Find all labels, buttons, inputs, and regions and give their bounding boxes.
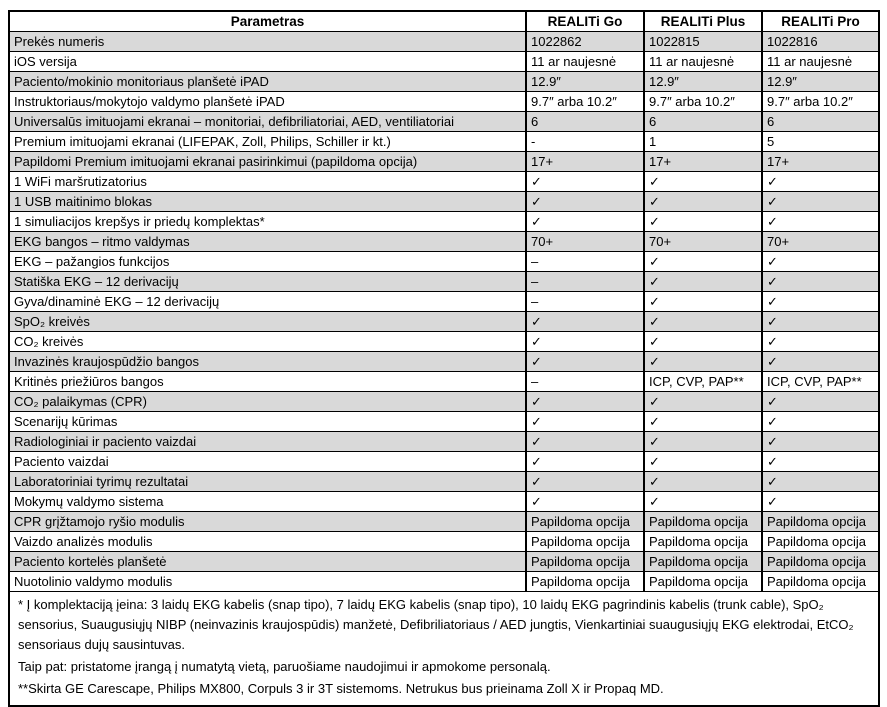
value-cell: ✓ <box>644 192 762 212</box>
column-header-realiti-go: REALITi Go <box>526 11 644 32</box>
table-row <box>9 52 879 72</box>
value-cell: ✓ <box>644 492 762 512</box>
column-header-parametras: Parametras <box>9 11 526 32</box>
value-cell: 1022815 <box>644 32 762 52</box>
value-cell: ✓ <box>644 332 762 352</box>
param-cell: SpO₂ kreivės <box>9 312 526 332</box>
value-cell: 6 <box>644 112 762 132</box>
value-cell: ✓ <box>644 252 762 272</box>
value-cell: ✓ <box>644 392 762 412</box>
table-row <box>9 132 879 152</box>
value-cell: – <box>526 372 644 392</box>
value-cell: 17+ <box>644 152 762 172</box>
value-cell: ✓ <box>644 272 762 292</box>
table-row <box>9 412 879 432</box>
value-cell: ✓ <box>762 272 879 292</box>
param-cell: Paciento kortelės planšetė <box>9 552 526 572</box>
value-cell: Papildoma opcija <box>526 512 644 532</box>
value-cell: 12.9″ <box>762 72 879 92</box>
value-cell: ✓ <box>526 452 644 472</box>
value-cell: – <box>526 272 644 292</box>
table-row <box>9 392 879 412</box>
value-cell: 70+ <box>762 232 879 252</box>
table-row <box>9 492 879 512</box>
value-cell: ✓ <box>526 172 644 192</box>
param-cell: Invazinės kraujospūdžio bangos <box>9 352 526 372</box>
value-cell: 1022862 <box>526 32 644 52</box>
param-cell: Kritinės priežiūros bangos <box>9 372 526 392</box>
column-header-realiti-pro: REALITi Pro <box>762 11 879 32</box>
value-cell: 6 <box>526 112 644 132</box>
value-cell: Papildoma opcija <box>762 572 879 592</box>
value-cell: - <box>526 132 644 152</box>
param-cell: Laboratoriniai tyrimų rezultatai <box>9 472 526 492</box>
value-cell: ✓ <box>526 312 644 332</box>
table-row <box>9 172 879 192</box>
value-cell: Papildoma opcija <box>762 552 879 572</box>
table-row <box>9 112 879 132</box>
value-cell: ✓ <box>526 332 644 352</box>
table-row <box>9 292 879 312</box>
value-cell: – <box>526 252 644 272</box>
value-cell: ✓ <box>644 212 762 232</box>
table-row <box>9 192 879 212</box>
value-cell: ICP, CVP, PAP** <box>644 372 762 392</box>
footnote-delivery: Taip pat: pristatome įrangą į numatytą vietą, paruošiame naudojimui ir apmokome personalą. <box>18 659 551 674</box>
table-row <box>9 272 879 292</box>
value-cell: 9.7″ arba 10.2″ <box>644 92 762 112</box>
value-cell: ✓ <box>762 312 879 332</box>
value-cell: ✓ <box>762 212 879 232</box>
value-cell: ✓ <box>526 432 644 452</box>
param-cell: Gyva/dinaminė EKG – 12 derivacijų <box>9 292 526 312</box>
table-row <box>9 472 879 492</box>
table-row <box>9 152 879 172</box>
value-cell: ✓ <box>762 192 879 212</box>
value-cell: ✓ <box>762 252 879 272</box>
param-cell: Vaizdo analizės modulis <box>9 532 526 552</box>
value-cell: ✓ <box>762 412 879 432</box>
table-row <box>9 432 879 452</box>
value-cell: ✓ <box>644 412 762 432</box>
value-cell: 17+ <box>762 152 879 172</box>
param-cell: iOS versija <box>9 52 526 72</box>
value-cell: 9.7″ arba 10.2″ <box>762 92 879 112</box>
value-cell: ✓ <box>644 172 762 192</box>
param-cell: Paciento/mokinio monitoriaus planšetė iPAD <box>9 72 526 92</box>
param-cell: Scenarijų kūrimas <box>9 412 526 432</box>
table-row <box>9 352 879 372</box>
param-cell: Radiologiniai ir paciento vaizdai <box>9 432 526 452</box>
value-cell: Papildoma opcija <box>644 572 762 592</box>
param-cell: 1 WiFi maršrutizatorius <box>9 172 526 192</box>
value-cell: ✓ <box>526 392 644 412</box>
table-row <box>9 372 879 392</box>
value-cell: 11 ar naujesnė <box>526 52 644 72</box>
value-cell: 70+ <box>644 232 762 252</box>
param-cell: Statiška EKG – 12 derivacijų <box>9 272 526 292</box>
param-cell: CPR grįžtamojo ryšio modulis <box>9 512 526 532</box>
value-cell: 11 ar naujesnė <box>644 52 762 72</box>
param-cell: CO₂ palaikymas (CPR) <box>9 392 526 412</box>
value-cell: ✓ <box>644 312 762 332</box>
value-cell: Papildoma opcija <box>644 552 762 572</box>
table-row <box>9 572 879 592</box>
value-cell: ✓ <box>762 172 879 192</box>
table-row <box>9 552 879 572</box>
value-cell: Papildoma opcija <box>526 552 644 572</box>
footnote-compatibility: **Skirta GE Carescape, Philips MX800, Corpuls 3 ir 3T sistemoms. Netrukus bus prieinama Zoll X ir Propaq MD. <box>18 681 664 696</box>
value-cell: ✓ <box>762 472 879 492</box>
value-cell: ✓ <box>762 292 879 312</box>
value-cell: ✓ <box>526 352 644 372</box>
column-header-realiti-plus: REALITi Plus <box>644 11 762 32</box>
value-cell: ✓ <box>644 352 762 372</box>
table-row <box>9 332 879 352</box>
table-row <box>9 232 879 252</box>
param-cell: Papildomi Premium imituojami ekranai pasirinkimui (papildoma opcija) <box>9 152 526 172</box>
value-cell: ✓ <box>644 432 762 452</box>
value-cell: Papildoma opcija <box>762 532 879 552</box>
value-cell: ✓ <box>762 352 879 372</box>
value-cell: ✓ <box>526 492 644 512</box>
value-cell: 9.7″ arba 10.2″ <box>526 92 644 112</box>
param-cell: Universalūs imituojami ekranai – monitoriai, defibriliatoriai, AED, ventiliatoriai <box>9 112 526 132</box>
footnotes <box>9 592 879 707</box>
value-cell: ✓ <box>526 192 644 212</box>
value-cell: 5 <box>762 132 879 152</box>
param-cell: Paciento vaizdai <box>9 452 526 472</box>
value-cell: Papildoma opcija <box>526 532 644 552</box>
header-row <box>9 11 879 32</box>
value-cell: ✓ <box>762 392 879 412</box>
value-cell: – <box>526 292 644 312</box>
value-cell: ✓ <box>762 432 879 452</box>
table-row <box>9 252 879 272</box>
param-cell: EKG bangos – ritmo valdymas <box>9 232 526 252</box>
comparison-table <box>8 10 880 707</box>
table-row <box>9 512 879 532</box>
table-row <box>9 92 879 112</box>
value-cell: ✓ <box>644 292 762 312</box>
param-cell: Premium imituojami ekranai (LIFEPAK, Zoll, Philips, Schiller ir kt.) <box>9 132 526 152</box>
value-cell: 70+ <box>526 232 644 252</box>
value-cell: 6 <box>762 112 879 132</box>
value-cell: Papildoma opcija <box>644 532 762 552</box>
table-body <box>9 32 879 592</box>
value-cell: 12.9″ <box>644 72 762 92</box>
table-row <box>9 32 879 52</box>
table-row <box>9 312 879 332</box>
value-cell: ICP, CVP, PAP** <box>762 372 879 392</box>
value-cell: ✓ <box>762 332 879 352</box>
footnote-row <box>9 592 879 707</box>
value-cell: ✓ <box>644 472 762 492</box>
param-cell: 1 simuliacijos krepšys ir priedų komplektas* <box>9 212 526 232</box>
value-cell: 11 ar naujesnė <box>762 52 879 72</box>
value-cell: Papildoma opcija <box>644 512 762 532</box>
table-row <box>9 532 879 552</box>
value-cell: ✓ <box>762 492 879 512</box>
value-cell: Papildoma opcija <box>526 572 644 592</box>
param-cell: EKG – pažangios funkcijos <box>9 252 526 272</box>
value-cell: ✓ <box>644 452 762 472</box>
param-cell: Nuotolinio valdymo modulis <box>9 572 526 592</box>
value-cell: ✓ <box>526 412 644 432</box>
value-cell: 1 <box>644 132 762 152</box>
table-row <box>9 452 879 472</box>
footnote-included-items: * Į komplektaciją įeina: 3 laidų EKG kabelis (snap tipo), 7 laidų EKG kabelis (snap tipo), 10 laidų EKG pagrindinis kabelis (trunk cable), SpO₂ sensorius, Suaugusiųjų NIBP (neinvazinis kraujospūdis) manžetė, Defibriliatoriaus / AED jungtis, Vienkartiniai suaugusiųjų EKG elektrodai, EtCO₂ sensoriaus dujų sausintuvas. <box>18 597 854 652</box>
param-cell: Prekės numeris <box>9 32 526 52</box>
value-cell: 12.9″ <box>526 72 644 92</box>
value-cell: ✓ <box>526 472 644 492</box>
value-cell: 1022816 <box>762 32 879 52</box>
value-cell: ✓ <box>762 452 879 472</box>
table-row <box>9 72 879 92</box>
table-row <box>9 212 879 232</box>
param-cell: 1 USB maitinimo blokas <box>9 192 526 212</box>
value-cell: 17+ <box>526 152 644 172</box>
param-cell: Mokymų valdymo sistema <box>9 492 526 512</box>
param-cell: Instruktoriaus/mokytojo valdymo planšetė iPAD <box>9 92 526 112</box>
value-cell: Papildoma opcija <box>762 512 879 532</box>
param-cell: CO₂ kreivės <box>9 332 526 352</box>
value-cell: ✓ <box>526 212 644 232</box>
